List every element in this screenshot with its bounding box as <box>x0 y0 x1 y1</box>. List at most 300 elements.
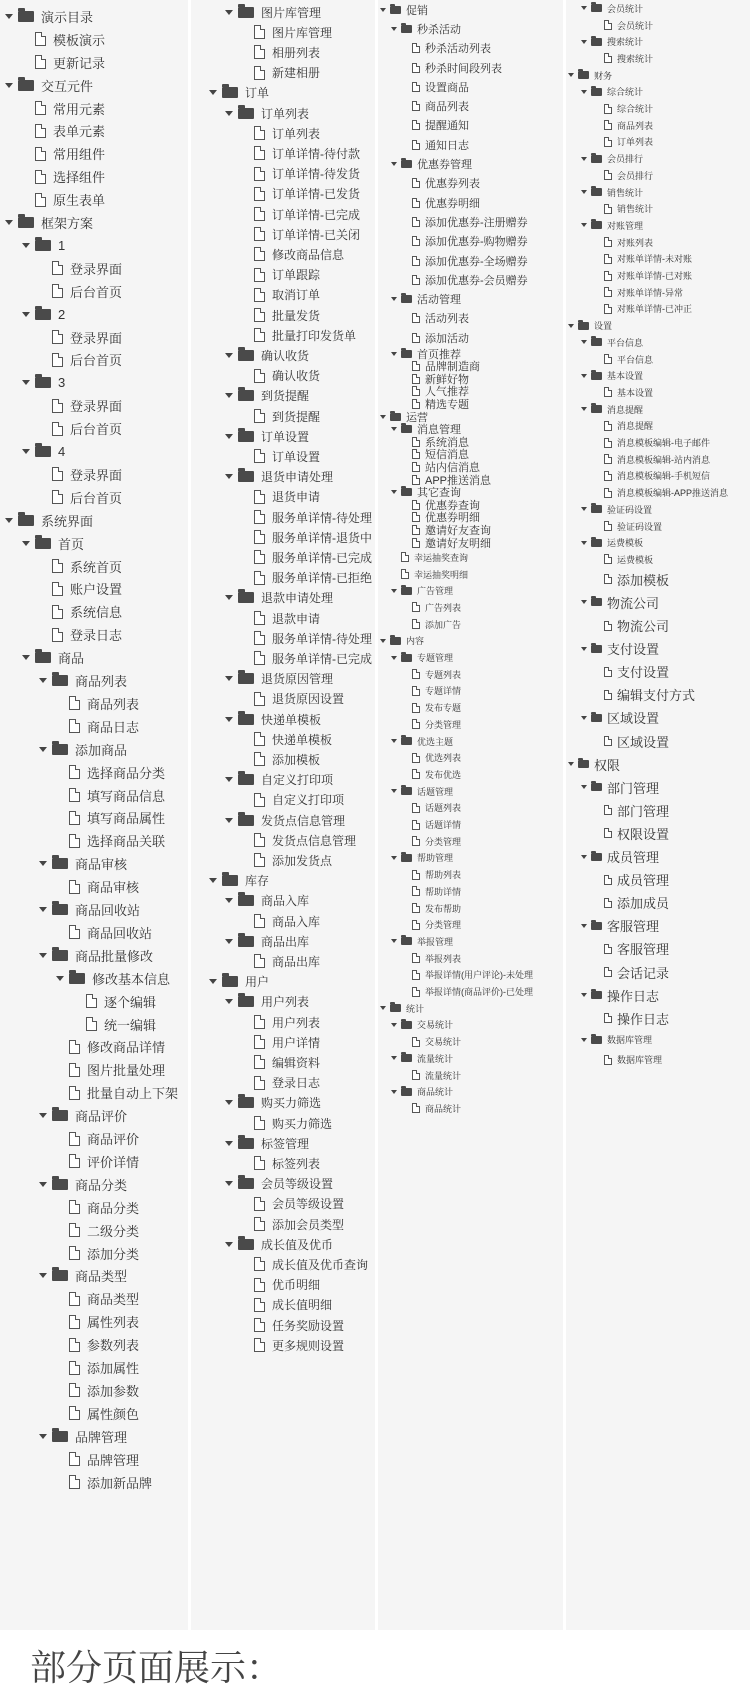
tree-page-node[interactable] <box>594 961 750 984</box>
tree-folder-node[interactable] <box>391 154 563 173</box>
tree-page-node[interactable] <box>241 406 375 426</box>
tree-page-node[interactable] <box>402 39 563 58</box>
expand-arrow-icon[interactable] <box>581 340 587 344</box>
tree-folder-node[interactable] <box>391 19 563 38</box>
tree-folder-node[interactable] <box>225 1133 375 1153</box>
tree-page-node[interactable] <box>241 951 375 971</box>
tree-page-node[interactable] <box>39 394 188 417</box>
tree-page-node[interactable] <box>56 1333 188 1356</box>
tree-page-node[interactable] <box>241 63 375 83</box>
tree-page-node[interactable] <box>39 623 188 646</box>
expand-arrow-icon[interactable] <box>225 434 233 439</box>
tree-page-node[interactable] <box>56 1058 188 1081</box>
tree-page-node[interactable] <box>594 468 750 485</box>
expand-arrow-icon[interactable] <box>391 656 397 660</box>
tree-folder-node[interactable] <box>391 486 563 499</box>
expand-arrow-icon[interactable] <box>568 73 574 77</box>
expand-arrow-icon[interactable] <box>391 1056 397 1060</box>
tree-page-node[interactable] <box>402 1033 563 1050</box>
tree-page-node[interactable] <box>594 418 750 435</box>
tree-folder-node[interactable] <box>581 84 750 101</box>
expand-arrow-icon[interactable] <box>581 507 587 511</box>
tree-page-node[interactable] <box>594 117 750 134</box>
tree-folder-node[interactable] <box>391 783 563 800</box>
tree-folder-node[interactable] <box>225 426 375 446</box>
tree-page-node[interactable] <box>402 135 563 154</box>
expand-arrow-icon[interactable] <box>39 1273 47 1278</box>
expand-arrow-icon[interactable] <box>5 14 13 19</box>
expand-arrow-icon[interactable] <box>5 220 13 225</box>
tree-page-node[interactable] <box>56 921 188 944</box>
expand-arrow-icon[interactable] <box>39 747 47 752</box>
expand-arrow-icon[interactable] <box>39 1434 47 1439</box>
tree-page-node[interactable] <box>402 950 563 967</box>
expand-arrow-icon[interactable] <box>391 1090 397 1094</box>
tree-page-node[interactable] <box>241 648 375 668</box>
tree-folder-node[interactable] <box>225 810 375 830</box>
tree-page-node[interactable] <box>594 822 750 845</box>
expand-arrow-icon[interactable] <box>581 993 587 997</box>
tree-folder-node[interactable] <box>39 1265 188 1288</box>
expand-arrow-icon[interactable] <box>391 352 397 356</box>
tree-folder-node[interactable] <box>22 532 188 555</box>
tree-folder-node[interactable] <box>391 649 563 666</box>
tree-page-node[interactable] <box>56 1402 188 1425</box>
tree-page-node[interactable] <box>39 600 188 623</box>
tree-folder-node[interactable] <box>568 753 750 776</box>
tree-page-node[interactable] <box>241 366 375 386</box>
tree-page-node[interactable] <box>241 1153 375 1173</box>
expand-arrow-icon[interactable] <box>391 27 397 31</box>
tree-page-node[interactable] <box>402 212 563 231</box>
expand-arrow-icon[interactable] <box>225 595 233 600</box>
tree-page-node[interactable] <box>594 50 750 67</box>
expand-arrow-icon[interactable] <box>581 716 587 720</box>
tree-page-node[interactable] <box>594 730 750 753</box>
tree-folder-node[interactable] <box>581 367 750 384</box>
tree-page-node[interactable] <box>594 683 750 706</box>
expand-arrow-icon[interactable] <box>581 407 587 411</box>
tree-page-node[interactable] <box>594 937 750 960</box>
tree-page-node[interactable] <box>39 257 188 280</box>
tree-page-node[interactable] <box>241 143 375 163</box>
tree-page-node[interactable] <box>402 436 563 449</box>
tree-folder-node[interactable] <box>39 738 188 761</box>
tree-folder-node[interactable] <box>22 646 188 669</box>
tree-page-node[interactable] <box>402 599 563 616</box>
tree-page-node[interactable] <box>402 616 563 633</box>
tree-folder-node[interactable] <box>209 871 375 891</box>
tree-page-node[interactable] <box>594 17 750 34</box>
tree-page-node[interactable] <box>241 265 375 285</box>
tree-page-node[interactable] <box>73 1013 188 1036</box>
tree-folder-node[interactable] <box>581 334 750 351</box>
tree-page-node[interactable] <box>402 461 563 474</box>
tree-folder-node[interactable] <box>391 423 563 436</box>
tree-page-node[interactable] <box>241 1315 375 1335</box>
tree-page-node[interactable] <box>241 729 375 749</box>
expand-arrow-icon[interactable] <box>225 1181 233 1186</box>
expand-arrow-icon[interactable] <box>581 600 587 604</box>
tree-folder-node[interactable] <box>39 898 188 921</box>
tree-page-node[interactable] <box>402 309 563 328</box>
tree-folder-node[interactable] <box>39 852 188 875</box>
expand-arrow-icon[interactable] <box>581 6 587 10</box>
tree-page-node[interactable] <box>402 398 563 411</box>
expand-arrow-icon[interactable] <box>391 856 397 860</box>
tree-page-node[interactable] <box>402 232 563 251</box>
tree-page-node[interactable] <box>402 97 563 116</box>
tree-page-node[interactable] <box>241 568 375 588</box>
tree-page-node[interactable] <box>391 549 563 566</box>
expand-arrow-icon[interactable] <box>225 1242 233 1247</box>
expand-arrow-icon[interactable] <box>22 312 30 317</box>
tree-page-node[interactable] <box>56 875 188 898</box>
expand-arrow-icon[interactable] <box>380 415 386 419</box>
tree-page-node[interactable] <box>241 184 375 204</box>
expand-arrow-icon[interactable] <box>380 8 386 12</box>
expand-arrow-icon[interactable] <box>391 427 397 431</box>
tree-folder-node[interactable] <box>568 67 750 84</box>
tree-page-node[interactable] <box>56 1287 188 1310</box>
tree-page-node[interactable] <box>594 434 750 451</box>
tree-page-node[interactable] <box>241 1194 375 1214</box>
tree-page-node[interactable] <box>56 761 188 784</box>
tree-folder-node[interactable] <box>225 891 375 911</box>
tree-page-node[interactable] <box>402 270 563 289</box>
tree-page-node[interactable] <box>39 280 188 303</box>
expand-arrow-icon[interactable] <box>581 924 587 928</box>
tree-folder-node[interactable] <box>581 150 750 167</box>
tree-page-node[interactable] <box>594 301 750 318</box>
tree-page-node[interactable] <box>402 816 563 833</box>
tree-page-node[interactable] <box>402 883 563 900</box>
tree-folder-node[interactable] <box>581 184 750 201</box>
tree-page-node[interactable] <box>402 174 563 193</box>
expand-arrow-icon[interactable] <box>225 898 233 903</box>
tree-page-node[interactable] <box>241 204 375 224</box>
tree-folder-node[interactable] <box>5 5 188 28</box>
tree-page-node[interactable] <box>402 328 563 347</box>
tree-folder-node[interactable] <box>22 371 188 394</box>
expand-arrow-icon[interactable] <box>22 655 30 660</box>
tree-folder-node[interactable] <box>209 972 375 992</box>
tree-folder-node[interactable] <box>581 534 750 551</box>
tree-page-node[interactable] <box>73 990 188 1013</box>
tree-page-node[interactable] <box>241 507 375 527</box>
expand-arrow-icon[interactable] <box>391 739 397 743</box>
tree-page-node[interactable] <box>241 446 375 466</box>
tree-page-node[interactable] <box>402 916 563 933</box>
expand-arrow-icon[interactable] <box>581 90 587 94</box>
expand-arrow-icon[interactable] <box>39 1182 47 1187</box>
tree-page-node[interactable] <box>594 868 750 891</box>
tree-page-node[interactable] <box>402 967 563 984</box>
tree-folder-node[interactable] <box>568 317 750 334</box>
expand-arrow-icon[interactable] <box>581 1038 587 1042</box>
tree-page-node[interactable] <box>56 715 188 738</box>
tree-page-node[interactable] <box>22 51 188 74</box>
tree-folder-node[interactable] <box>39 1104 188 1127</box>
tree-folder-node[interactable] <box>225 709 375 729</box>
expand-arrow-icon[interactable] <box>225 111 233 116</box>
tree-page-node[interactable] <box>402 385 563 398</box>
tree-page-node[interactable] <box>22 120 188 143</box>
tree-page-node[interactable] <box>594 568 750 591</box>
expand-arrow-icon[interactable] <box>22 243 30 248</box>
tree-page-node[interactable] <box>56 1471 188 1494</box>
tree-page-node[interactable] <box>402 983 563 1000</box>
expand-arrow-icon[interactable] <box>39 907 47 912</box>
tree-page-node[interactable] <box>594 660 750 683</box>
tree-page-node[interactable] <box>402 77 563 96</box>
tree-page-node[interactable] <box>402 360 563 373</box>
expand-arrow-icon[interactable] <box>581 541 587 545</box>
expand-arrow-icon[interactable] <box>581 40 587 44</box>
tree-folder-node[interactable] <box>225 992 375 1012</box>
expand-arrow-icon[interactable] <box>581 785 587 789</box>
tree-folder-node[interactable] <box>5 211 188 234</box>
tree-page-node[interactable] <box>56 1379 188 1402</box>
tree-page-node[interactable] <box>39 349 188 372</box>
tree-folder-node[interactable] <box>225 588 375 608</box>
tree-page-node[interactable] <box>22 142 188 165</box>
tree-page-node[interactable] <box>56 1242 188 1265</box>
expand-arrow-icon[interactable] <box>225 1100 233 1105</box>
expand-arrow-icon[interactable] <box>225 676 233 681</box>
tree-page-node[interactable] <box>241 1295 375 1315</box>
tree-folder-node[interactable] <box>581 914 750 937</box>
tree-folder-node[interactable] <box>5 509 188 532</box>
expand-arrow-icon[interactable] <box>225 717 233 722</box>
tree-page-node[interactable] <box>402 716 563 733</box>
tree-page-node[interactable] <box>241 224 375 244</box>
expand-arrow-icon[interactable] <box>39 861 47 866</box>
tree-page-node[interactable] <box>56 807 188 830</box>
tree-folder-node[interactable] <box>225 467 375 487</box>
tree-page-node[interactable] <box>594 134 750 151</box>
tree-folder-node[interactable] <box>581 501 750 518</box>
tree-folder-node[interactable] <box>380 1000 563 1017</box>
expand-arrow-icon[interactable] <box>581 190 587 194</box>
tree-page-node[interactable] <box>402 833 563 850</box>
tree-folder-node[interactable] <box>5 74 188 97</box>
tree-folder-node[interactable] <box>225 386 375 406</box>
tree-page-node[interactable] <box>402 473 563 486</box>
tree-page-node[interactable] <box>56 1219 188 1242</box>
tree-page-node[interactable] <box>594 1050 750 1070</box>
tree-folder-node[interactable] <box>581 845 750 868</box>
tree-page-node[interactable] <box>39 326 188 349</box>
tree-page-node[interactable] <box>402 373 563 386</box>
tree-page-node[interactable] <box>402 499 563 512</box>
tree-page-node[interactable] <box>241 244 375 264</box>
tree-page-node[interactable] <box>402 800 563 817</box>
tree-page-node[interactable] <box>402 511 563 524</box>
expand-arrow-icon[interactable] <box>225 1141 233 1146</box>
tree-page-node[interactable] <box>594 1007 750 1030</box>
expand-arrow-icon[interactable] <box>39 1113 47 1118</box>
expand-arrow-icon[interactable] <box>39 953 47 958</box>
expand-arrow-icon[interactable] <box>391 939 397 943</box>
tree-page-node[interactable] <box>402 766 563 783</box>
tree-page-node[interactable] <box>56 1448 188 1471</box>
tree-folder-node[interactable] <box>225 1234 375 1254</box>
tree-page-node[interactable] <box>241 1032 375 1052</box>
expand-arrow-icon[interactable] <box>225 777 233 782</box>
tree-folder-node[interactable] <box>391 733 563 750</box>
expand-arrow-icon[interactable] <box>225 818 233 823</box>
tree-folder-node[interactable] <box>380 0 563 19</box>
tree-page-node[interactable] <box>241 608 375 628</box>
tree-folder-node[interactable] <box>391 1050 563 1067</box>
tree-folder-node[interactable] <box>22 303 188 326</box>
tree-page-node[interactable] <box>241 1113 375 1133</box>
tree-folder-node[interactable] <box>380 410 563 423</box>
tree-page-node[interactable] <box>594 484 750 501</box>
tree-page-node[interactable] <box>56 1310 188 1333</box>
tree-page-node[interactable] <box>39 486 188 509</box>
tree-folder-node[interactable] <box>581 401 750 418</box>
tree-page-node[interactable] <box>241 1335 375 1355</box>
tree-page-node[interactable] <box>241 1073 375 1093</box>
tree-page-node[interactable] <box>22 165 188 188</box>
expand-arrow-icon[interactable] <box>22 449 30 454</box>
tree-folder-node[interactable] <box>581 0 750 17</box>
tree-page-node[interactable] <box>594 518 750 535</box>
expand-arrow-icon[interactable] <box>209 90 217 95</box>
expand-arrow-icon[interactable] <box>391 490 397 494</box>
expand-arrow-icon[interactable] <box>568 762 574 766</box>
tree-page-node[interactable] <box>56 1356 188 1379</box>
tree-folder-node[interactable] <box>225 2 375 22</box>
tree-page-node[interactable] <box>594 200 750 217</box>
tree-page-node[interactable] <box>241 325 375 345</box>
tree-page-node[interactable] <box>402 116 563 135</box>
tree-page-node[interactable] <box>402 58 563 77</box>
tree-page-node[interactable] <box>56 1036 188 1059</box>
tree-page-node[interactable] <box>402 193 563 212</box>
tree-page-node[interactable] <box>402 900 563 917</box>
expand-arrow-icon[interactable] <box>581 223 587 227</box>
tree-folder-node[interactable] <box>39 669 188 692</box>
tree-page-node[interactable] <box>241 527 375 547</box>
tree-folder-node[interactable] <box>380 633 563 650</box>
tree-page-node[interactable] <box>39 578 188 601</box>
tree-page-node[interactable] <box>39 555 188 578</box>
tree-folder-node[interactable] <box>225 770 375 790</box>
expand-arrow-icon[interactable] <box>209 878 217 883</box>
expand-arrow-icon[interactable] <box>5 518 13 523</box>
expand-arrow-icon[interactable] <box>581 647 587 651</box>
tree-folder-node[interactable] <box>39 944 188 967</box>
expand-arrow-icon[interactable] <box>391 789 397 793</box>
expand-arrow-icon[interactable] <box>391 297 397 301</box>
tree-page-node[interactable] <box>391 566 563 583</box>
tree-page-node[interactable] <box>402 683 563 700</box>
expand-arrow-icon[interactable] <box>22 380 30 385</box>
tree-page-node[interactable] <box>402 524 563 537</box>
expand-arrow-icon[interactable] <box>581 157 587 161</box>
tree-page-node[interactable] <box>594 267 750 284</box>
tree-page-node[interactable] <box>241 487 375 507</box>
tree-page-node[interactable] <box>56 1196 188 1219</box>
tree-page-node[interactable] <box>594 351 750 368</box>
tree-folder-node[interactable] <box>391 933 563 950</box>
tree-folder-node[interactable] <box>225 103 375 123</box>
tree-page-node[interactable] <box>594 891 750 914</box>
tree-page-node[interactable] <box>241 1275 375 1295</box>
tree-page-node[interactable] <box>56 1081 188 1104</box>
tree-page-node[interactable] <box>22 28 188 51</box>
expand-arrow-icon[interactable] <box>568 324 574 328</box>
tree-folder-node[interactable] <box>581 637 750 660</box>
tree-page-node[interactable] <box>594 451 750 468</box>
expand-arrow-icon[interactable] <box>380 1006 386 1010</box>
tree-page-node[interactable] <box>22 97 188 120</box>
tree-folder-node[interactable] <box>581 1030 750 1050</box>
tree-folder-node[interactable] <box>581 984 750 1007</box>
tree-page-node[interactable] <box>241 123 375 143</box>
expand-arrow-icon[interactable] <box>39 678 47 683</box>
tree-page-node[interactable] <box>402 749 563 766</box>
expand-arrow-icon[interactable] <box>391 589 397 593</box>
tree-folder-node[interactable] <box>225 1093 375 1113</box>
tree-page-node[interactable] <box>241 1254 375 1274</box>
tree-folder-node[interactable] <box>581 217 750 234</box>
tree-folder-node[interactable] <box>391 347 563 360</box>
tree-page-node[interactable] <box>56 784 188 807</box>
expand-arrow-icon[interactable] <box>380 639 386 643</box>
tree-page-node[interactable] <box>402 1100 563 1117</box>
tree-page-node[interactable] <box>241 547 375 567</box>
tree-folder-node[interactable] <box>581 706 750 729</box>
tree-page-node[interactable] <box>56 1127 188 1150</box>
expand-arrow-icon[interactable] <box>225 474 233 479</box>
expand-arrow-icon[interactable] <box>225 999 233 1004</box>
expand-arrow-icon[interactable] <box>209 979 217 984</box>
tree-folder-node[interactable] <box>209 83 375 103</box>
tree-page-node[interactable] <box>241 22 375 42</box>
tree-folder-node[interactable] <box>391 850 563 867</box>
tree-page-node[interactable] <box>594 100 750 117</box>
tree-page-node[interactable] <box>594 799 750 822</box>
tree-page-node[interactable] <box>402 699 563 716</box>
tree-page-node[interactable] <box>39 417 188 440</box>
expand-arrow-icon[interactable] <box>391 162 397 166</box>
tree-page-node[interactable] <box>594 251 750 268</box>
tree-page-node[interactable] <box>241 628 375 648</box>
tree-page-node[interactable] <box>241 164 375 184</box>
tree-folder-node[interactable] <box>22 440 188 463</box>
tree-page-node[interactable] <box>241 911 375 931</box>
tree-folder-node[interactable] <box>391 1017 563 1034</box>
tree-page-node[interactable] <box>56 1150 188 1173</box>
expand-arrow-icon[interactable] <box>22 541 30 546</box>
tree-folder-node[interactable] <box>39 1173 188 1196</box>
tree-page-node[interactable] <box>402 1067 563 1084</box>
tree-folder-node[interactable] <box>391 582 563 599</box>
tree-page-node[interactable] <box>594 167 750 184</box>
tree-page-node[interactable] <box>402 866 563 883</box>
tree-folder-node[interactable] <box>39 1425 188 1448</box>
tree-page-node[interactable] <box>241 1052 375 1072</box>
tree-page-node[interactable] <box>594 614 750 637</box>
expand-arrow-icon[interactable] <box>581 374 587 378</box>
expand-arrow-icon[interactable] <box>391 1023 397 1027</box>
tree-page-node[interactable] <box>594 384 750 401</box>
tree-page-node[interactable] <box>241 305 375 325</box>
